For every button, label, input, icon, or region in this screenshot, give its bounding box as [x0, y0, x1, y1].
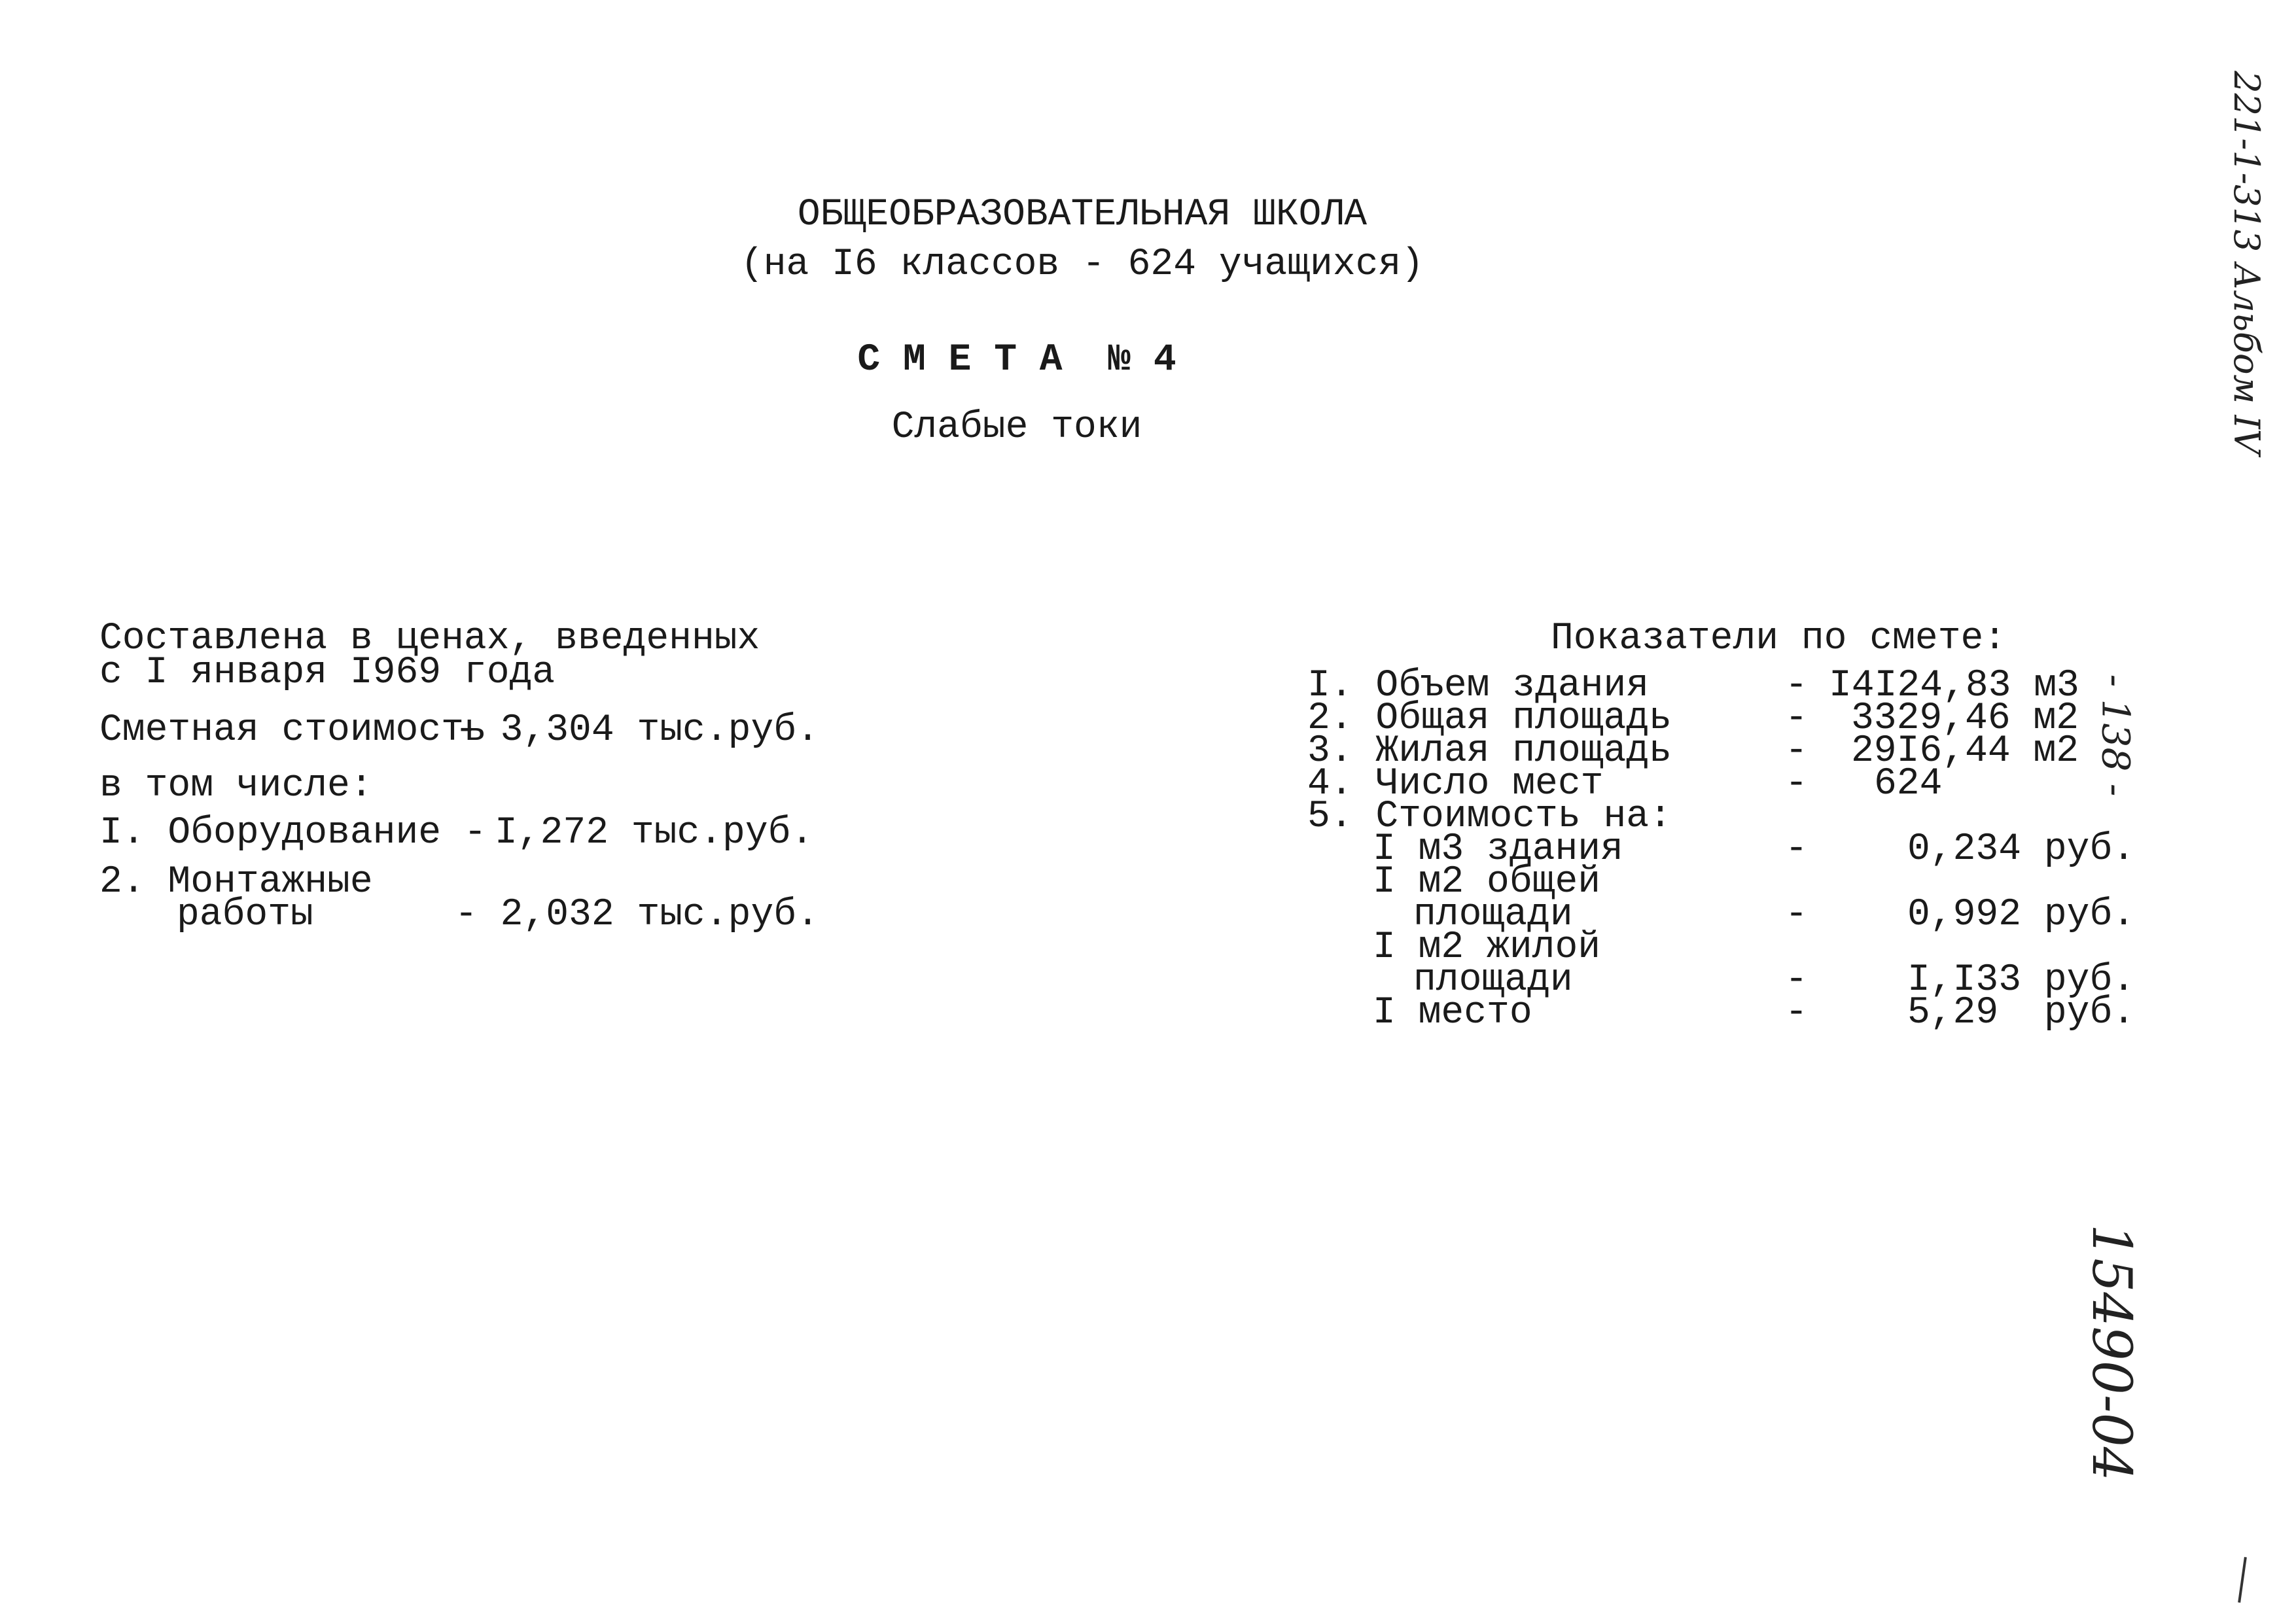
indicator-label: I м2 жилой: [1373, 926, 1601, 969]
indicators-heading: Показатели по смете:: [1551, 618, 2007, 660]
compiled-prices-line1: Составлена в ценах, введенных: [99, 618, 760, 660]
estimate-title: С М Е Т А № 4: [857, 339, 1176, 381]
installation-label-line2: работы: [177, 894, 313, 936]
indicator-label: I. Объем здания: [1307, 665, 1650, 707]
equipment-value: I,272 тыс.руб.: [495, 812, 814, 854]
installation-value: - 2,032 тыс.руб.: [455, 894, 819, 936]
indicator-dash: -: [1785, 992, 1808, 1034]
margin-tick-mark: [2238, 1557, 2247, 1603]
indicator-label: 5. Стоимость на:: [1307, 795, 1672, 838]
indicator-label: I место: [1373, 992, 1532, 1034]
equipment-label: I. Оборудование -: [99, 812, 487, 854]
indicator-dash: -: [1785, 763, 1808, 805]
capacity-subtitle: (на I6 классов - 624 учащихся): [740, 243, 1424, 286]
indicator-label: 2. Общая площадь: [1307, 697, 1672, 740]
including-label: в том числе:: [99, 765, 373, 807]
indicator-value: 5,29 руб.: [1907, 992, 2136, 1034]
total-cost-value: - 3,304 тыс.руб.: [455, 709, 819, 752]
indicator-value: 624: [1874, 763, 1943, 805]
indicator-value: 29I6,44 м2: [1851, 730, 2079, 773]
indicator-dash: -: [1785, 697, 1808, 740]
total-cost-label: Сметная стоимость: [99, 709, 487, 752]
indicator-dash: -: [1785, 665, 1808, 707]
indicator-dash: -: [1785, 894, 1808, 936]
indicator-label: площади: [1413, 894, 1573, 936]
school-title: ОБЩЕОБРАЗОВАТЕЛЬНАЯ ШКОЛА: [797, 194, 1368, 236]
indicator-value: I4I24,83 м3: [1829, 665, 2079, 707]
indicator-value: 0,992 руб.: [1907, 894, 2136, 936]
page-number-note: - 138 -: [2093, 674, 2138, 797]
compiled-prices-line2: с I января I969 года: [99, 652, 556, 694]
indicator-label: I м3 здания: [1373, 828, 1623, 871]
indicator-label: 3. Жилая площадь: [1307, 730, 1672, 773]
indicator-value: 3329,46 м2: [1851, 697, 2079, 740]
installation-label-line1: 2. Монтажные: [99, 861, 373, 903]
indicator-dash: -: [1785, 730, 1808, 773]
indicator-label: I м2 общей: [1373, 861, 1601, 903]
indicator-label: 4. Число мест: [1307, 763, 1604, 805]
indicator-dash: -: [1785, 828, 1808, 871]
indicator-dash: -: [1785, 959, 1808, 1002]
estimate-subject: Слабые токи: [891, 406, 1142, 449]
indicator-label: площади: [1413, 959, 1573, 1002]
indicator-value: 0,234 руб.: [1907, 828, 2136, 871]
document-number-note: 15490-04: [2079, 1224, 2142, 1481]
indicator-value: I,I33 руб.: [1907, 959, 2136, 1002]
album-reference-note: 221-1-313 Альбом IV: [2225, 71, 2267, 455]
